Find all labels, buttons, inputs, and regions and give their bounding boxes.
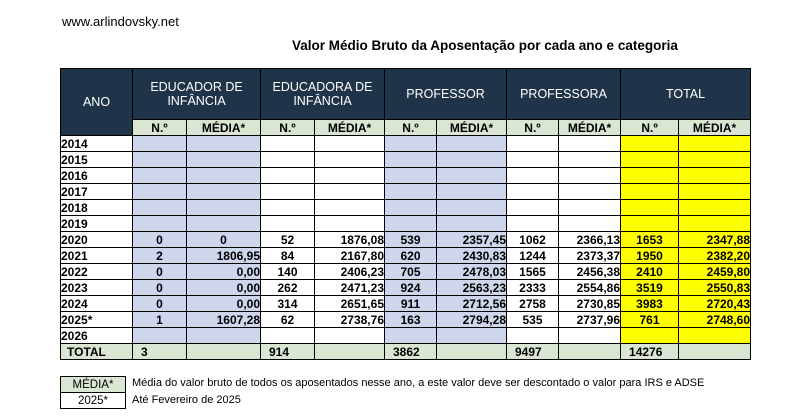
count-cell xyxy=(507,184,559,200)
count-cell xyxy=(385,184,437,200)
count-cell: 761 xyxy=(621,312,679,328)
count-cell xyxy=(621,136,679,152)
total-count-cell: 9497 xyxy=(507,344,559,360)
count-cell xyxy=(507,216,559,232)
count-cell xyxy=(261,184,315,200)
count-cell: 2 xyxy=(133,248,187,264)
year-cell: 2017 xyxy=(61,184,133,200)
average-cell: 1607,28 xyxy=(187,312,261,328)
average-cell xyxy=(559,168,621,184)
count-cell: 3519 xyxy=(621,280,679,296)
average-cell: 2550,83 xyxy=(679,280,751,296)
count-cell: 0 xyxy=(133,232,187,248)
table-row xyxy=(61,264,751,280)
year-cell: 2021 xyxy=(61,248,133,264)
average-cell xyxy=(315,168,385,184)
subheader-n: N.º xyxy=(621,120,679,136)
average-cell xyxy=(559,216,621,232)
count-cell: 1 xyxy=(133,312,187,328)
average-cell xyxy=(187,216,261,232)
table-row xyxy=(61,200,751,216)
year-cell: 2015 xyxy=(61,152,133,168)
count-cell xyxy=(385,216,437,232)
average-cell: 2748,60 xyxy=(679,312,751,328)
average-cell: 2738,76 xyxy=(315,312,385,328)
average-cell xyxy=(559,136,621,152)
count-cell xyxy=(261,328,315,344)
average-cell: 2720,43 xyxy=(679,296,751,312)
table-row xyxy=(61,168,751,184)
year-cell: 2023 xyxy=(61,280,133,296)
average-cell: 2357,45 xyxy=(437,232,507,248)
year-cell: 2018 xyxy=(61,200,133,216)
total-count-cell: 3 xyxy=(133,344,187,360)
average-cell xyxy=(437,168,507,184)
average-cell: 2456,38 xyxy=(559,264,621,280)
table-row xyxy=(61,248,751,264)
average-cell xyxy=(679,152,751,168)
table-row xyxy=(61,184,751,200)
average-cell xyxy=(437,216,507,232)
count-cell: 52 xyxy=(261,232,315,248)
average-cell xyxy=(559,152,621,168)
count-cell: 705 xyxy=(385,264,437,280)
count-cell: 0 xyxy=(133,264,187,280)
average-cell: 2382,20 xyxy=(679,248,751,264)
header-educadora: EDUCADORA DE INFÂNCIA xyxy=(261,69,385,120)
count-cell xyxy=(507,200,559,216)
table-row xyxy=(61,328,751,344)
count-cell xyxy=(621,328,679,344)
average-cell xyxy=(679,328,751,344)
count-cell xyxy=(621,152,679,168)
average-cell: 2406,23 xyxy=(315,264,385,280)
average-cell: 2459,80 xyxy=(679,264,751,280)
count-cell xyxy=(621,200,679,216)
total-average-cell xyxy=(679,344,751,360)
count-cell: 2758 xyxy=(507,296,559,312)
count-cell xyxy=(261,152,315,168)
header-ano: ANO xyxy=(61,69,133,136)
count-cell xyxy=(385,168,437,184)
average-cell: 0,00 xyxy=(187,264,261,280)
average-cell xyxy=(187,328,261,344)
count-cell xyxy=(261,216,315,232)
total-average-cell xyxy=(559,344,621,360)
average-cell: 2347,88 xyxy=(679,232,751,248)
average-cell xyxy=(437,184,507,200)
count-cell: 62 xyxy=(261,312,315,328)
average-cell: 2794,28 xyxy=(437,312,507,328)
average-cell xyxy=(679,168,751,184)
table-row xyxy=(61,232,751,248)
count-cell: 0 xyxy=(133,280,187,296)
count-cell: 1653 xyxy=(621,232,679,248)
count-cell xyxy=(385,328,437,344)
count-cell xyxy=(621,216,679,232)
count-cell: 84 xyxy=(261,248,315,264)
header-educador: EDUCADOR DE INFÂNCIA xyxy=(133,69,261,120)
subheader-media: MÉDIA* xyxy=(315,120,385,136)
average-cell xyxy=(187,152,261,168)
average-cell xyxy=(315,136,385,152)
average-cell xyxy=(315,152,385,168)
average-cell: 0 xyxy=(187,232,261,248)
average-cell: 2737,96 xyxy=(559,312,621,328)
count-cell: 2410 xyxy=(621,264,679,280)
table-row xyxy=(61,216,751,232)
count-cell xyxy=(507,136,559,152)
year-cell: 2014 xyxy=(61,136,133,152)
count-cell xyxy=(261,168,315,184)
count-cell xyxy=(261,200,315,216)
total-average-cell xyxy=(437,344,507,360)
header-total: TOTAL xyxy=(621,69,751,120)
count-cell xyxy=(133,216,187,232)
year-cell: 2016 xyxy=(61,168,133,184)
page-title: Valor Médio Bruto da Aposentação por cada ano e categoria xyxy=(292,38,678,53)
average-cell: 2554,86 xyxy=(559,280,621,296)
average-cell xyxy=(315,200,385,216)
year-cell: 2024 xyxy=(61,296,133,312)
count-cell xyxy=(133,168,187,184)
count-cell xyxy=(133,152,187,168)
table-row xyxy=(61,312,751,328)
average-cell: 2651,65 xyxy=(315,296,385,312)
average-cell: 2478,03 xyxy=(437,264,507,280)
table-row xyxy=(61,280,751,296)
year-cell: 2020 xyxy=(61,232,133,248)
average-cell xyxy=(559,328,621,344)
average-cell xyxy=(679,216,751,232)
count-cell: 539 xyxy=(385,232,437,248)
header-professora: PROFESSORA xyxy=(507,69,621,120)
year-cell: 2019 xyxy=(61,216,133,232)
average-cell: 2366,13 xyxy=(559,232,621,248)
count-cell xyxy=(133,200,187,216)
count-cell: 1062 xyxy=(507,232,559,248)
subheader-media: MÉDIA* xyxy=(679,120,751,136)
average-cell: 2563,23 xyxy=(437,280,507,296)
average-cell xyxy=(315,328,385,344)
subheader-n: N.º xyxy=(507,120,559,136)
count-cell: 911 xyxy=(385,296,437,312)
count-cell: 0 xyxy=(133,296,187,312)
average-cell xyxy=(559,184,621,200)
subheader-media: MÉDIA* xyxy=(437,120,507,136)
count-cell xyxy=(261,136,315,152)
count-cell: 535 xyxy=(507,312,559,328)
year-cell: 2026 xyxy=(61,328,133,344)
data-table xyxy=(60,68,751,360)
average-cell xyxy=(187,136,261,152)
count-cell xyxy=(621,184,679,200)
count-cell xyxy=(385,200,437,216)
count-cell xyxy=(507,328,559,344)
count-cell: 314 xyxy=(261,296,315,312)
average-cell xyxy=(187,184,261,200)
year-cell: 2022 xyxy=(61,264,133,280)
legend-table xyxy=(60,376,126,409)
legend-key-2025: 2025* xyxy=(61,393,126,409)
subheader-row xyxy=(61,120,751,136)
count-cell xyxy=(133,184,187,200)
legend-desc-media: Média do valor bruto de todos os aposentados nesse ano, a este valor deve ser descontado o valor para IRS e ADSE xyxy=(132,377,705,389)
average-cell: 2730,85 xyxy=(559,296,621,312)
average-cell: 2712,56 xyxy=(437,296,507,312)
average-cell xyxy=(315,184,385,200)
count-cell xyxy=(385,136,437,152)
count-cell: 140 xyxy=(261,264,315,280)
legend-desc-2025: Até Fevereiro de 2025 xyxy=(132,394,241,406)
total-count-cell: 14276 xyxy=(621,344,679,360)
average-cell xyxy=(315,216,385,232)
average-cell: 1876,08 xyxy=(315,232,385,248)
average-cell xyxy=(679,200,751,216)
average-cell xyxy=(559,200,621,216)
average-cell xyxy=(187,200,261,216)
average-cell xyxy=(437,328,507,344)
count-cell xyxy=(385,152,437,168)
subheader-media: MÉDIA* xyxy=(559,120,621,136)
total-count-cell: 3862 xyxy=(385,344,437,360)
average-cell: 2373,37 xyxy=(559,248,621,264)
table-row xyxy=(61,296,751,312)
count-cell: 1244 xyxy=(507,248,559,264)
total-average-cell xyxy=(315,344,385,360)
count-cell: 1950 xyxy=(621,248,679,264)
count-cell: 2333 xyxy=(507,280,559,296)
count-cell: 1565 xyxy=(507,264,559,280)
average-cell xyxy=(437,136,507,152)
count-cell xyxy=(507,168,559,184)
subheader-n: N.º xyxy=(261,120,315,136)
average-cell: 2430,83 xyxy=(437,248,507,264)
header-professor: PROFESSOR xyxy=(385,69,507,120)
subheader-media: MÉDIA* xyxy=(187,120,261,136)
legend-key-media: MÉDIA* xyxy=(61,377,126,393)
average-cell xyxy=(437,152,507,168)
count-cell: 163 xyxy=(385,312,437,328)
count-cell xyxy=(621,168,679,184)
total-row xyxy=(61,344,751,360)
average-cell: 0,00 xyxy=(187,296,261,312)
total-count-cell: 914 xyxy=(261,344,315,360)
table-row xyxy=(61,136,751,152)
year-cell: 2025* xyxy=(61,312,133,328)
count-cell: 924 xyxy=(385,280,437,296)
table-row xyxy=(61,152,751,168)
total-average-cell xyxy=(187,344,261,360)
total-label: TOTAL xyxy=(61,344,133,360)
average-cell xyxy=(437,200,507,216)
subheader-n: N.º xyxy=(385,120,437,136)
average-cell: 0,00 xyxy=(187,280,261,296)
count-cell: 262 xyxy=(261,280,315,296)
site-url: www.arlindovsky.net xyxy=(62,14,179,29)
average-cell xyxy=(187,168,261,184)
count-cell xyxy=(507,152,559,168)
count-cell: 3983 xyxy=(621,296,679,312)
count-cell xyxy=(133,328,187,344)
average-cell: 2167,80 xyxy=(315,248,385,264)
average-cell: 2471,23 xyxy=(315,280,385,296)
average-cell xyxy=(679,136,751,152)
average-cell xyxy=(679,184,751,200)
count-cell xyxy=(133,136,187,152)
count-cell: 620 xyxy=(385,248,437,264)
subheader-n: N.º xyxy=(133,120,187,136)
average-cell: 1806,95 xyxy=(187,248,261,264)
